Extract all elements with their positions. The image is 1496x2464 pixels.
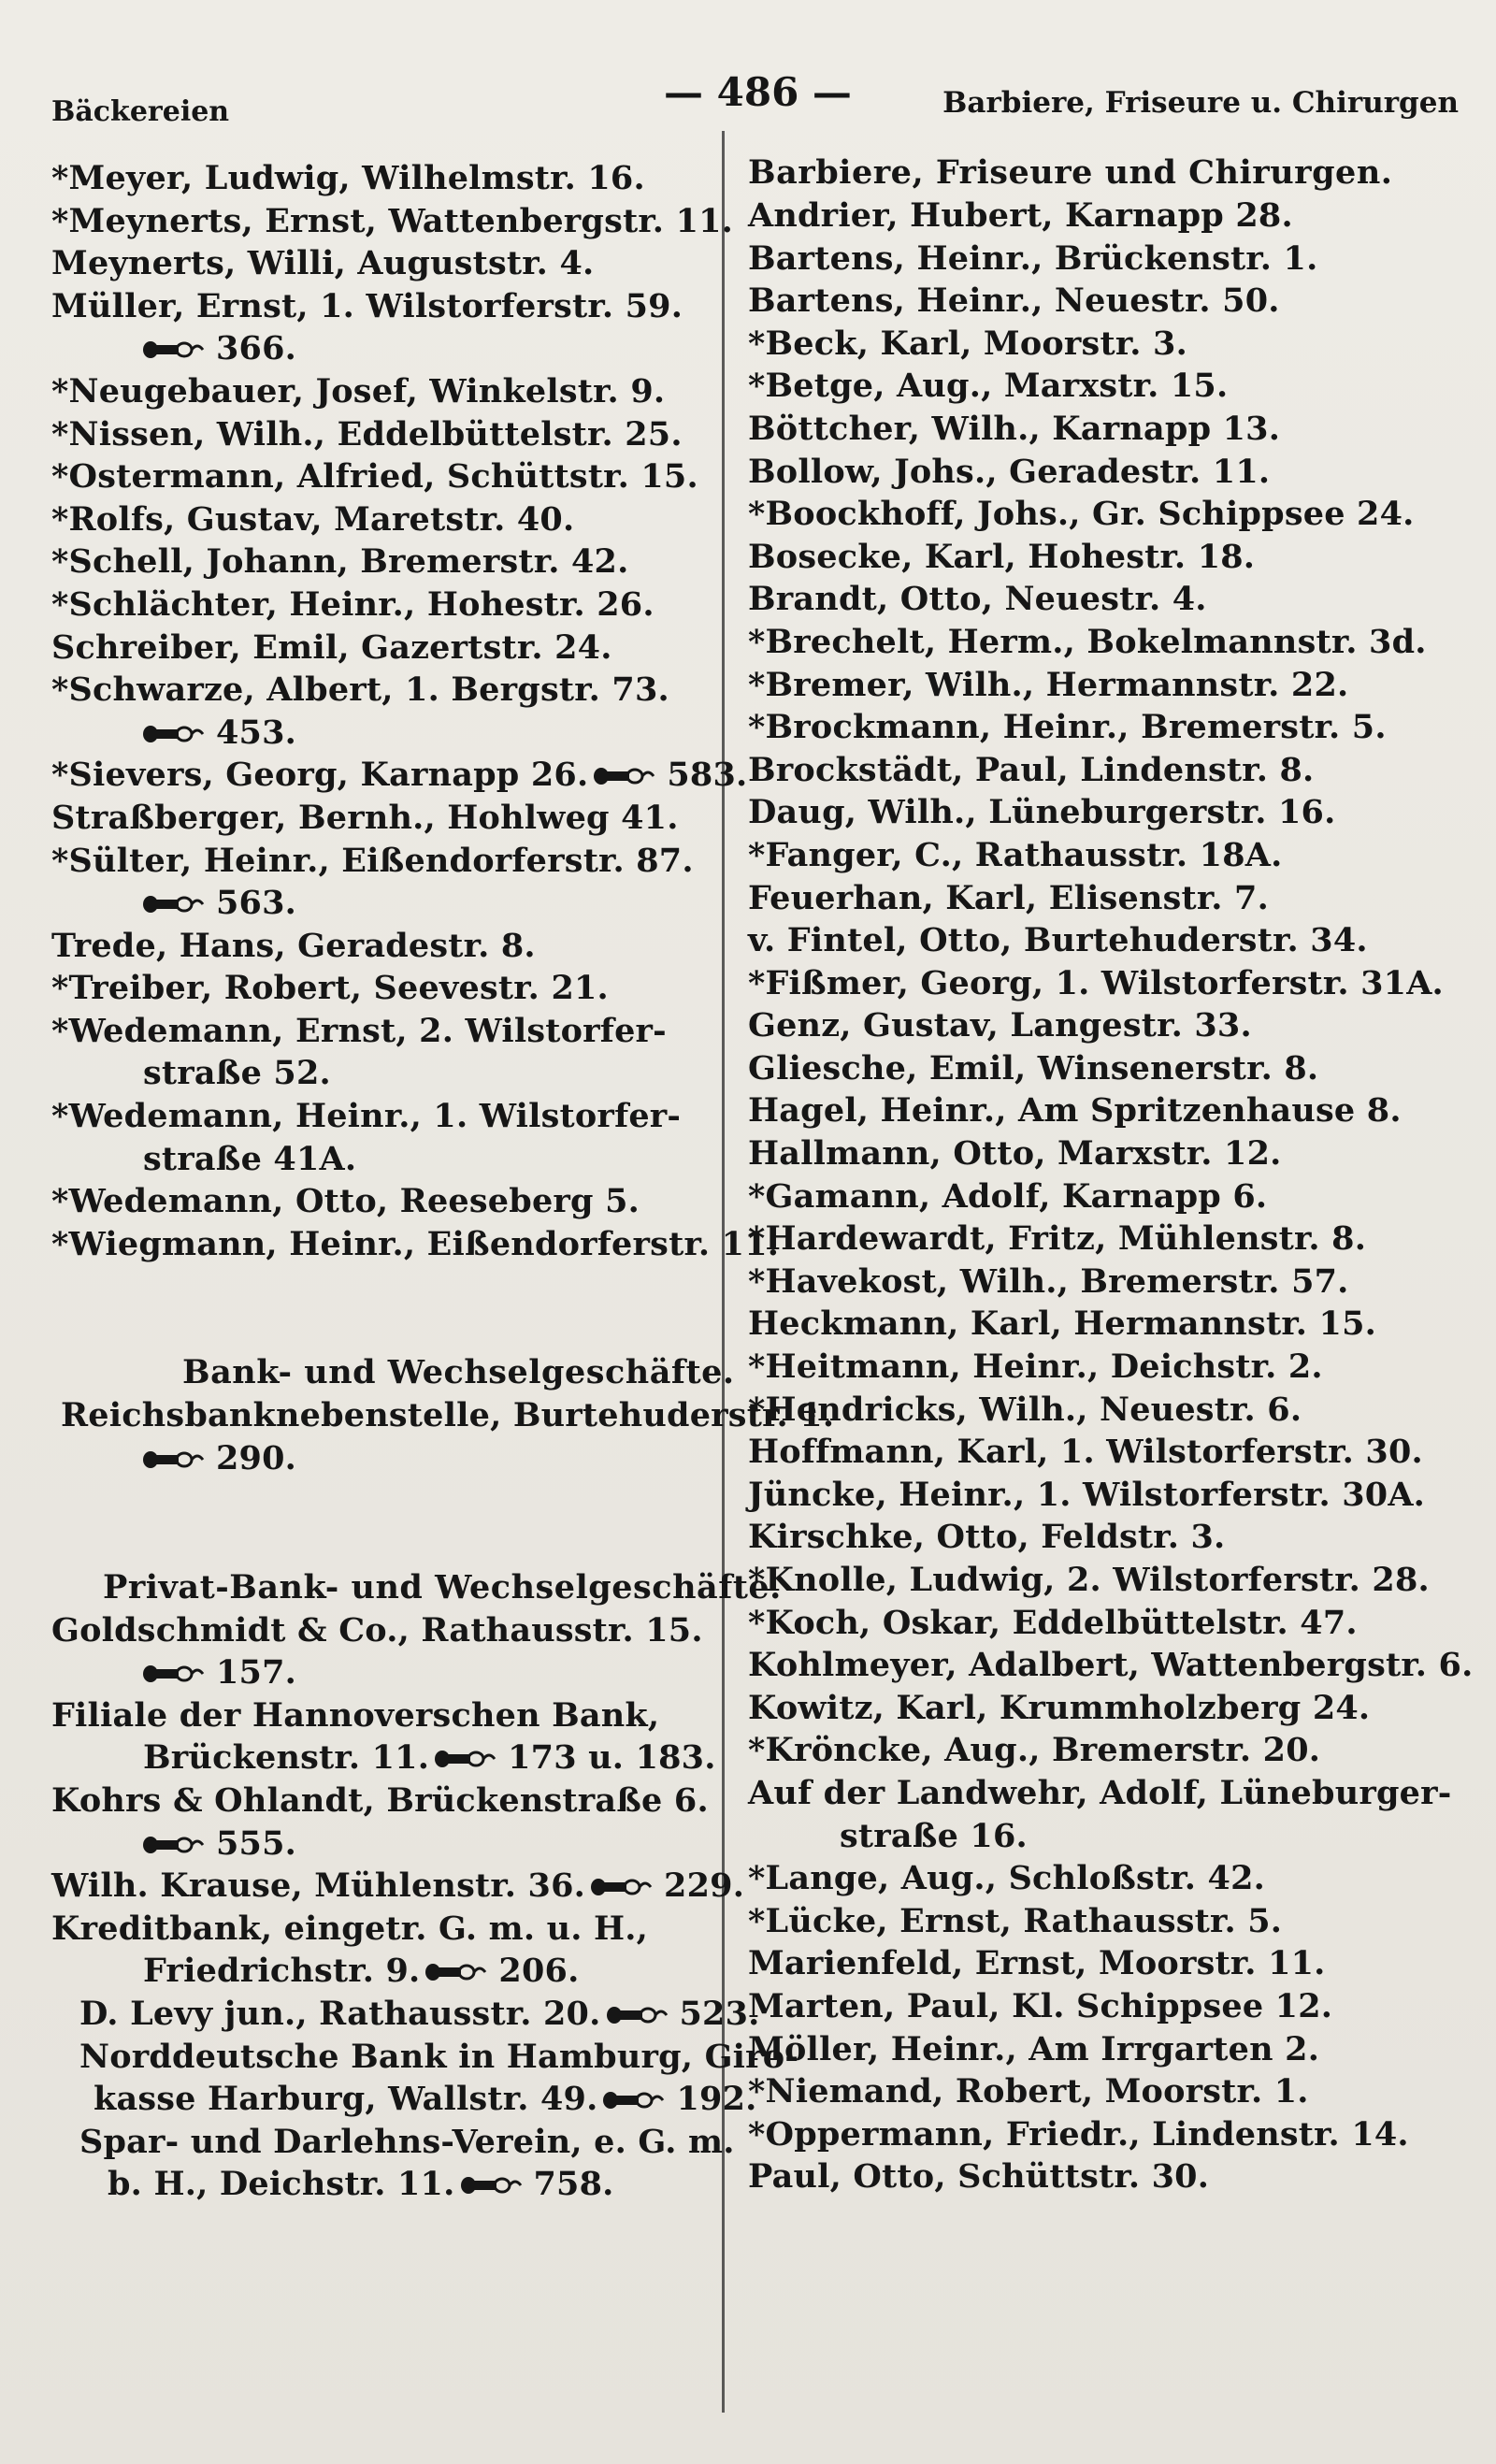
list-item: Daug, Wilh., Lüneburgerstr. 16. [748,793,1336,832]
phone-number: 290. [216,1439,297,1478]
list-item: Müller, Ernst, 1. Wilstorferstr. 59. [51,286,683,325]
list-item: *Brockmann, Heinr., Bremerstr. 5. [748,708,1387,747]
list-item: Kreditbank, eingetr. G. m. u. H., [51,1909,649,1948]
telephone-icon [143,1448,205,1471]
list-item: Böttcher, Wilh., Karnapp 13. [748,409,1281,448]
list-item: Straßberger, Bernh., Hohlweg 41. [51,798,679,837]
list-item: Hoffmann, Karl, 1. Wilstorferstr. 30. [748,1433,1423,1472]
phone-number: 229. [664,1866,745,1906]
list-item-phone [51,712,743,755]
list-item: Filiale der Hannoverschen Bank, [51,1695,660,1735]
list-item: Andrier, Hubert, Karnapp 28. [748,196,1293,235]
header-left-category: Bäckereien [51,95,230,128]
list-item: Marten, Paul, Kl. Schippsee 12. [748,1986,1333,2025]
phone-number: 206. [498,1952,580,1991]
list-item: Gliesche, Emil, Winsenerstr. 8. [748,1048,1319,1088]
list-item: *Knolle, Ludwig, 2. Wilstorferstr. 28. [748,1561,1430,1599]
list-item: *Bremer, Wilh., Hermannstr. 22. [748,665,1349,704]
list-item-continuation [51,2078,757,2121]
list-item: *Rolfs, Gustav, Maretstr. 40. [51,499,575,539]
list-item: *Hendricks, Wilh., Neuestr. 6. [748,1390,1302,1429]
list-item: Kohrs & Ohlandt, Brückenstraße 6. [51,1781,709,1820]
list-item-phone [51,1437,743,1480]
list-item-text: Wilh. Krause, Mühlenstr. 36. [51,1866,586,1906]
list-item: *Meyer, Ludwig, Wilhelmstr. 16. [51,159,645,197]
list-item: *Fißmer, Georg, 1. Wilstorferstr. 31A. [748,963,1444,1002]
list-item: Marienfeld, Ernst, Moorstr. 11. [748,1944,1326,1983]
list-item: Jüncke, Heinr., 1. Wilstorferstr. 30A. [748,1475,1426,1514]
telephone-icon [461,2174,523,2197]
list-item: *Neugebauer, Josef, Winkelstr. 9. [51,371,666,411]
list-item: Spar- und Darlehns-Verein, e. G. m. [79,2122,735,2161]
list-item: Brandt, Otto, Neuestr. 4. [748,580,1207,619]
phone-number: 173 u. 183. [508,1738,716,1778]
telephone-icon [603,2089,665,2111]
list-item [51,754,748,797]
phone-number: 523. [679,1994,760,2033]
list-item: Hagel, Heinr., Am Spritzenhause 8. [748,1091,1402,1131]
phone-number: 758. [533,2165,614,2204]
list-item: *Schwarze, Albert, 1. Bergstr. 73. [51,670,669,710]
list-item-continuation: straße 41A. [143,1139,357,1178]
list-item: *Wiegmann, Heinr., Eißendorferstr. 11. [51,1224,780,1263]
list-item-text: *Sievers, Georg, Karnapp 26. [51,756,589,795]
list-item-continuation [51,1950,743,1993]
list-item: *Koch, Oskar, Eddelbüttelstr. 47. [748,1603,1358,1642]
list-item: *Sülter, Heinr., Eißendorferstr. 87. [51,841,694,880]
list-item: *Treiber, Robert, Seevestr. 21. [51,969,609,1008]
phone-number: 583. [667,756,748,795]
telephone-icon [594,765,655,787]
telephone-icon [435,1748,496,1770]
list-item-text: Brückenstr. 11. [143,1738,430,1778]
list-item-continuation: straße 16. [840,1816,1028,1855]
list-item-phone [51,1651,743,1694]
list-item: *Niemand, Robert, Moorstr. 1. [748,2072,1309,2111]
list-item [51,1865,743,1908]
list-item: Norddeutsche Bank in Hamburg, Giro- [79,2037,799,2076]
list-item: *Brechelt, Herm., Bokelmannstr. 3d. [748,622,1427,661]
section-heading-bank: Bank- und Wechselgeschäfte. [182,1353,735,1392]
list-item: Brockstädt, Paul, Lindenstr. 8. [748,750,1315,789]
list-item-continuation: straße 52. [143,1054,331,1093]
list-item: Bollow, Johs., Geradestr. 11. [748,452,1271,491]
list-item: *Beck, Karl, Moorstr. 3. [748,324,1187,363]
list-item: Meynerts, Willi, Auguststr. 4. [51,244,595,283]
telephone-icon [143,723,205,745]
list-item: Feuerhan, Karl, Elisenstr. 7. [748,878,1269,917]
list-item: *Meynerts, Ernst, Wattenbergstr. 11. [51,201,734,240]
list-item: Genz, Gustav, Langestr. 33. [748,1006,1252,1045]
phone-number: 157. [216,1653,297,1693]
list-item: Schreiber, Emil, Gazertstr. 24. [51,627,612,667]
section-heading-private-bank: Privat-Bank- und Wechselgeschäfte. [103,1567,782,1607]
section-heading-barbers: Barbiere, Friseure und Chirurgen. [748,153,1393,192]
list-item-text: D. Levy jun., Rathausstr. 20. [79,1994,601,2033]
list-item-text: b. H., Deichstr. 11. [108,2165,455,2204]
list-item: Kowitz, Karl, Krummholzberg 24. [748,1688,1371,1727]
list-item: Goldschmidt & Co., Rathausstr. 15. [51,1610,703,1650]
list-item-continuation [51,1736,743,1780]
list-item: *Oppermann, Friedr., Lindenstr. 14. [748,2114,1409,2154]
list-item-phone [51,327,743,370]
list-item: *Boockhoff, Johs., Gr. Schippsee 24. [748,495,1415,534]
list-item: Paul, Otto, Schüttstr. 30. [748,2157,1210,2197]
list-item-text: kasse Harburg, Wallstr. 49. [94,2080,598,2119]
right-column [748,151,1474,2198]
left-column [51,157,835,2206]
list-item: v. Fintel, Otto, Burtehuderstr. 34. [748,921,1368,960]
telephone-icon [143,1834,205,1856]
list-item-phone [51,1823,743,1866]
list-item: *Ostermann, Alfried, Schüttstr. 15. [51,457,698,497]
list-item: Bosecke, Karl, Hohestr. 18. [748,537,1256,576]
list-item: *Schell, Johann, Bremerstr. 42. [51,542,629,582]
list-item: *Fanger, C., Rathausstr. 18A. [748,835,1283,874]
list-item: Heckmann, Karl, Hermannstr. 15. [748,1304,1377,1344]
list-item: *Gamann, Adolf, Karnapp 6. [748,1176,1268,1216]
list-item: Kohlmeyer, Adalbert, Wattenbergstr. 6. [748,1646,1474,1685]
list-item: *Kröncke, Aug., Bremerstr. 20. [748,1731,1321,1770]
phone-number: 453. [216,713,297,752]
list-item: *Havekost, Wilh., Bremerstr. 57. [748,1261,1349,1301]
list-item: *Heitmann, Heinr., Deichstr. 2. [748,1347,1323,1387]
page-header [51,58,1459,142]
list-item: Bartens, Heinr., Brückenstr. 1. [748,238,1318,278]
list-item: *Betge, Aug., Marxstr. 15. [748,367,1229,406]
phone-number: 555. [216,1823,297,1863]
phone-number: 366. [216,329,297,368]
list-item: *Lücke, Ernst, Rathausstr. 5. [748,1901,1283,1940]
list-item: *Wedemann, Ernst, 2. Wilstorfer- [51,1011,667,1050]
list-item: Auf der Landwehr, Adolf, Lüneburger- [748,1773,1452,1812]
list-item: *Lange, Aug., Schloßstr. 42. [748,1859,1266,1898]
list-item: *Nissen, Wilh., Eddelbüttelstr. 25. [51,414,683,454]
telephone-icon [143,339,205,361]
header-right-category: Barbiere, Friseure u. Chirurgen [942,86,1459,120]
list-item: Trede, Hans, Geradestr. 8. [51,926,536,965]
list-item: *Wedemann, Heinr., 1. Wilstorfer- [51,1097,682,1136]
list-item-phone [51,882,743,925]
page-number: — 486 — [664,69,852,115]
telephone-icon [607,2004,669,2026]
telephone-icon [425,1961,487,1983]
list-item: Hallmann, Otto, Marxstr. 12. [748,1134,1282,1174]
list-item-continuation [51,2163,743,2206]
list-item: Kirschke, Otto, Feldstr. 3. [748,1518,1226,1557]
list-item-text: Friedrichstr. 9. [143,1952,421,1991]
phone-number: 192. [676,2080,757,2119]
list-item [51,1993,760,2036]
list-item: *Hardewardt, Fritz, Mühlenstr. 8. [748,1219,1367,1259]
telephone-icon [143,893,205,915]
list-item: *Schlächter, Heinr., Hohestr. 26. [51,584,654,624]
list-item: Möller, Heinr., Am Irrgarten 2. [748,2029,1320,2068]
list-item: Bartens, Heinr., Neuestr. 50. [748,281,1280,321]
telephone-icon [143,1663,205,1685]
phone-number: 563. [216,884,297,923]
list-item: *Wedemann, Otto, Reeseberg 5. [51,1182,640,1221]
telephone-icon [591,1876,653,1898]
list-item: Reichsbanknebenstelle, Burtehuderstr. 1. [61,1396,835,1435]
